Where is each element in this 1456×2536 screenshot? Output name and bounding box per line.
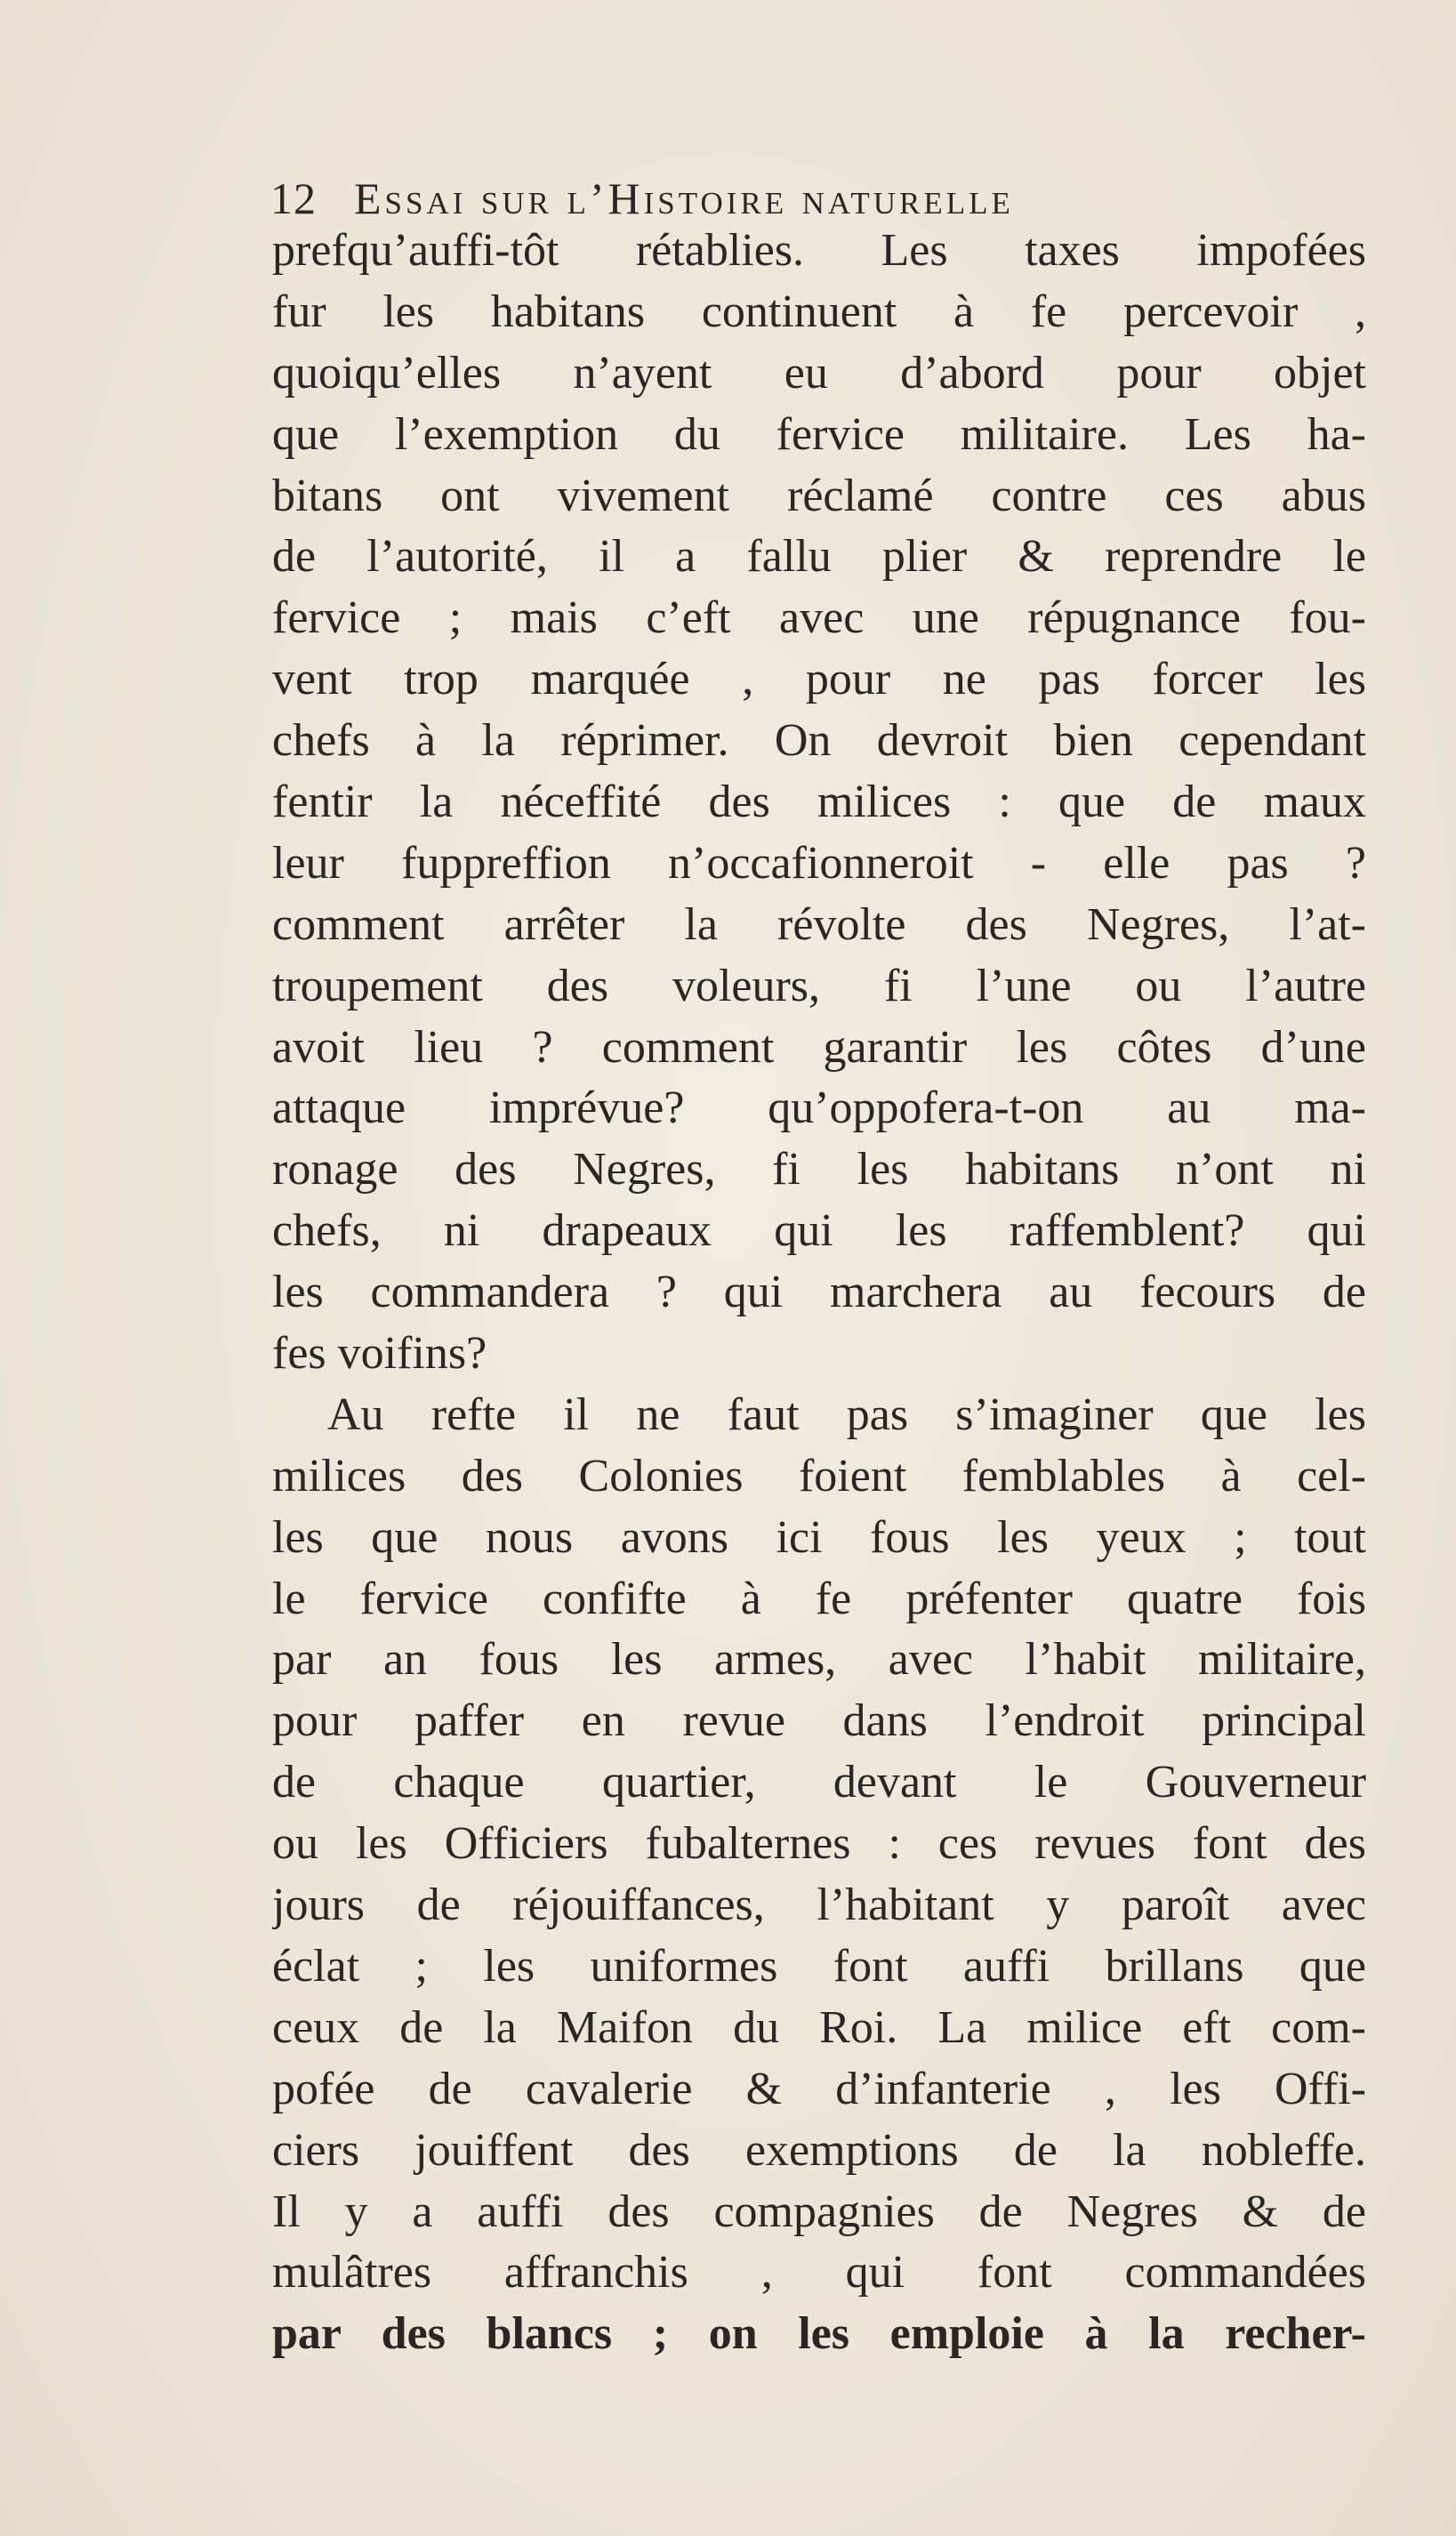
text-line: pour paffer en revue dans l’endroit principal — [272, 1695, 1366, 1747]
text-line: milices des Colonies foient femblables à cel- — [272, 1450, 1366, 1501]
text-line: attaque imprévue? qu’oppofera-t-on au ma- — [272, 1083, 1366, 1134]
text-line: chefs, ni drapeaux qui les raffemblent? qui — [272, 1205, 1366, 1257]
text-line: Au refte il ne faut pas s’imaginer que les — [327, 1389, 1366, 1440]
text-line: fentir la néceffité des milices : que de maux — [272, 777, 1366, 828]
text-line: comment arrêter la révolte des Negres, l’at- — [272, 898, 1366, 950]
text-line: mulâtres affranchis , qui font commandées — [272, 2247, 1366, 2299]
text-line: les que nous avons ici fous les yeux ; tout — [272, 1511, 1366, 1563]
text-line: de chaque quartier, devant le Gouverneur — [272, 1757, 1366, 1808]
text-line: fur les habitans continuent à fe percevoir , — [272, 286, 1366, 337]
text-line: par des blancs ; on les emploie à la recher- — [272, 2308, 1366, 2360]
body-text — [272, 221, 1366, 2365]
text-line: ou les Officiers fubalternes : ces revues font des — [272, 1818, 1366, 1870]
text-line: Il y a auffi des compagnies de Negres & de — [272, 2186, 1366, 2237]
text-line: quoiqu’elles n’ayent eu d’abord pour objet — [272, 347, 1366, 399]
text-line: éclat ; les uniformes font auffi brillans que — [272, 1940, 1366, 1992]
text-line: les commandera ? qui marchera au fecours de — [272, 1267, 1366, 1318]
text-line: ronage des Negres, fi les habitans n’ont ni — [272, 1144, 1366, 1196]
text-line: le fervice confifte à fe préfenter quatre fois — [272, 1573, 1366, 1624]
text-line: troupement des voleurs, fi l’une ou l’autre — [272, 960, 1366, 1011]
text-line: ceux de la Maifon du Roi. La milice eft com- — [272, 2001, 1366, 2053]
text-line: fes voifins? — [272, 1328, 487, 1380]
page-number: 12 — [270, 173, 317, 223]
text-line: chefs à la réprimer. On devroit bien cependant — [272, 715, 1366, 767]
text-line: de l’autorité, il a fallu plier & reprendre le — [272, 531, 1366, 583]
text-line: avoit lieu ? comment garantir les côtes d’une — [272, 1021, 1366, 1073]
text-line: par an fous les armes, avec l’habit militaire, — [272, 1634, 1366, 1686]
text-line: ciers jouiffent des exemptions de la nobleffe. — [272, 2124, 1366, 2176]
running-title: Essai sur l’Histoire naturelle — [354, 173, 1014, 223]
text-line: jours de réjouiffances, l’habitant y paroît avec — [272, 1880, 1366, 1931]
text-line: vent trop marquée , pour ne pas forcer les — [272, 654, 1366, 705]
text-line: pofée de cavalerie & d’infanterie , les Offi- — [272, 2063, 1366, 2114]
text-line: leur fuppreffion n’occafionneroit - elle pas ? — [272, 837, 1366, 889]
text-line: que l’exemption du fervice militaire. Les ha- — [272, 408, 1366, 460]
text-line: bitans ont vivement réclamé contre ces abus — [272, 470, 1366, 521]
text-line: fervice ; mais c’eft avec une répugnance fou- — [272, 592, 1366, 644]
text-line: prefqu’auffi-tôt rétablies. Les taxes impofées — [272, 225, 1366, 276]
